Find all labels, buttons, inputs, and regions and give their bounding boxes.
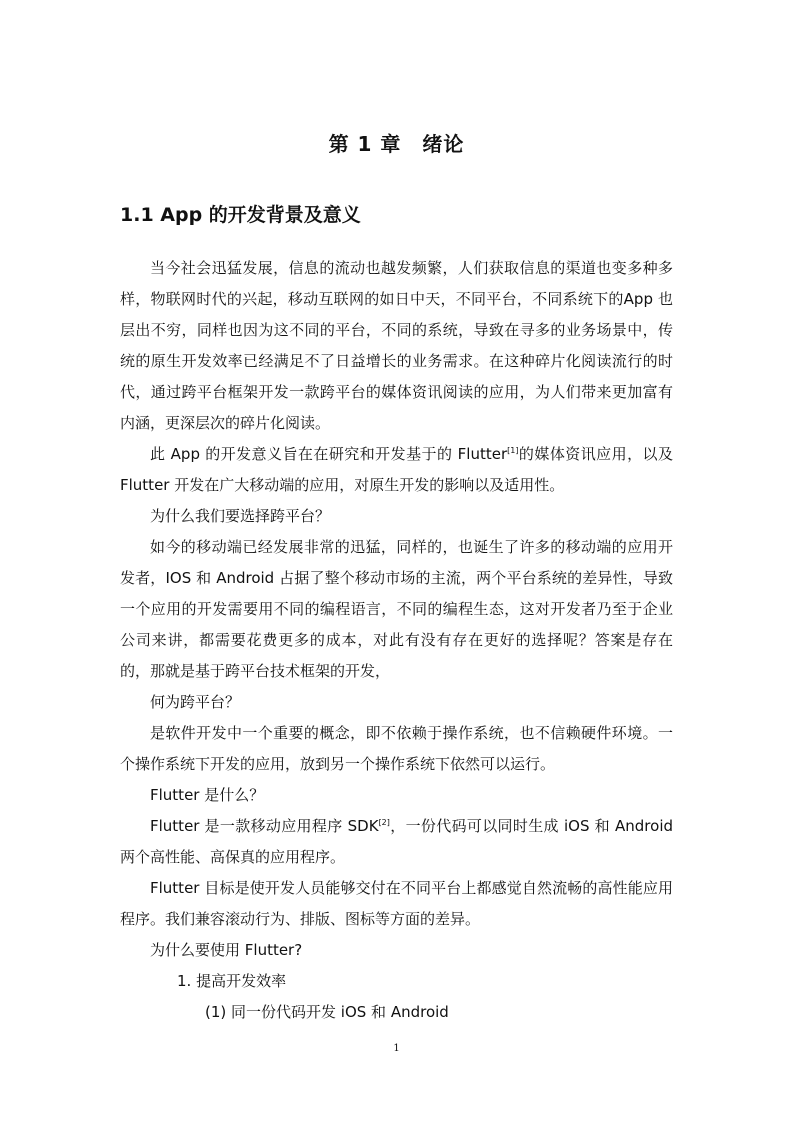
paragraph-mobile-development: 如今的移动端已经发展非常的迅猛，同样的，也诞生了许多的移动端的应用开发者，IOS 和 Android 占据了整个移动市场的主流，两个平台系统的差异性，导致一个应用的开发需要用不同的编程语言，不同的编程生态，这对开发者乃至于企业公司来讲，都需要花费更多的成本，对此有没有存在更好的选择呢？答案是存在的，那就是基于跨平台技术框架的开发， xyxy=(120,538,673,680)
paragraph-cross-platform-definition: 是软件开发中一个重要的概念，即不依赖于操作系统，也不信赖硬件环境。一个操作系统下开发的应用，放到另一个操作系统下依然可以运行。 xyxy=(120,724,673,773)
citation-ref: [2] xyxy=(378,818,390,827)
chapter-title: 第 1 章 绪论 xyxy=(328,132,465,156)
paragraph-text: 的媒体资讯应用，以及 Flutter 开发在广大移动端的应用，对原生开发的影响以及适用性。 xyxy=(120,445,673,494)
body-text xyxy=(120,253,673,1028)
paragraph-text: Flutter 是一款移动应用程序 SDK xyxy=(150,817,379,835)
list-item-level-2: (1) 同一份代码开发 iOS 和 Android xyxy=(205,1003,449,1021)
paragraph-flutter-goal: Flutter 目标是使开发人员能够交付在不同平台上都感觉自然流畅的高性能应用程序。我们兼容滚动行为、排版、图标等方面的差异。 xyxy=(120,879,673,928)
citation-ref: [1] xyxy=(507,446,519,455)
paragraph-what-is-flutter: Flutter 是什么？ xyxy=(150,786,265,804)
section-title: 1.1 App 的开发背景及意义 xyxy=(120,204,361,226)
paragraph-text: 此 App 的开发意义旨在在研究和开发基于的 Flutter xyxy=(150,445,508,463)
paragraph-text: ，一份代码可以同时生成 iOS 和 Android 两个高性能、高保真的应用程序。 xyxy=(120,817,674,866)
page-number: 1 xyxy=(393,1043,400,1054)
list-item-level-1: 1. 提高开发效率 xyxy=(177,972,287,990)
paragraph-flutter-sdk xyxy=(120,811,673,873)
paragraph-significance xyxy=(120,439,673,501)
paragraph-why-flutter: 为什么要使用 Flutter? xyxy=(150,941,303,959)
paragraph-what-is-cross-platform: 何为跨平台？ xyxy=(150,693,241,711)
paragraph-question-cross-platform: 为什么我们要选择跨平台？ xyxy=(150,507,331,525)
paragraph-background: 当今社会迅猛发展，信息的流动也越发频繁，人们获取信息的渠道也变多种多样，物联网时代的兴起，移动互联网的如日中天，不同平台，不同系统下的App 也层出不穷，同样也因为这不同的平台，不同的系统，导致在寻多的业务场景中，传统的原生开发效率已经满足不了日益增长的业务需求。在这种碎片化阅读流行的时代，通过跨平台框架开发一款跨平台的媒体资讯阅读的应用，为人们带来更加富有内涵，更深层次的碎片化阅读。 xyxy=(120,259,673,432)
